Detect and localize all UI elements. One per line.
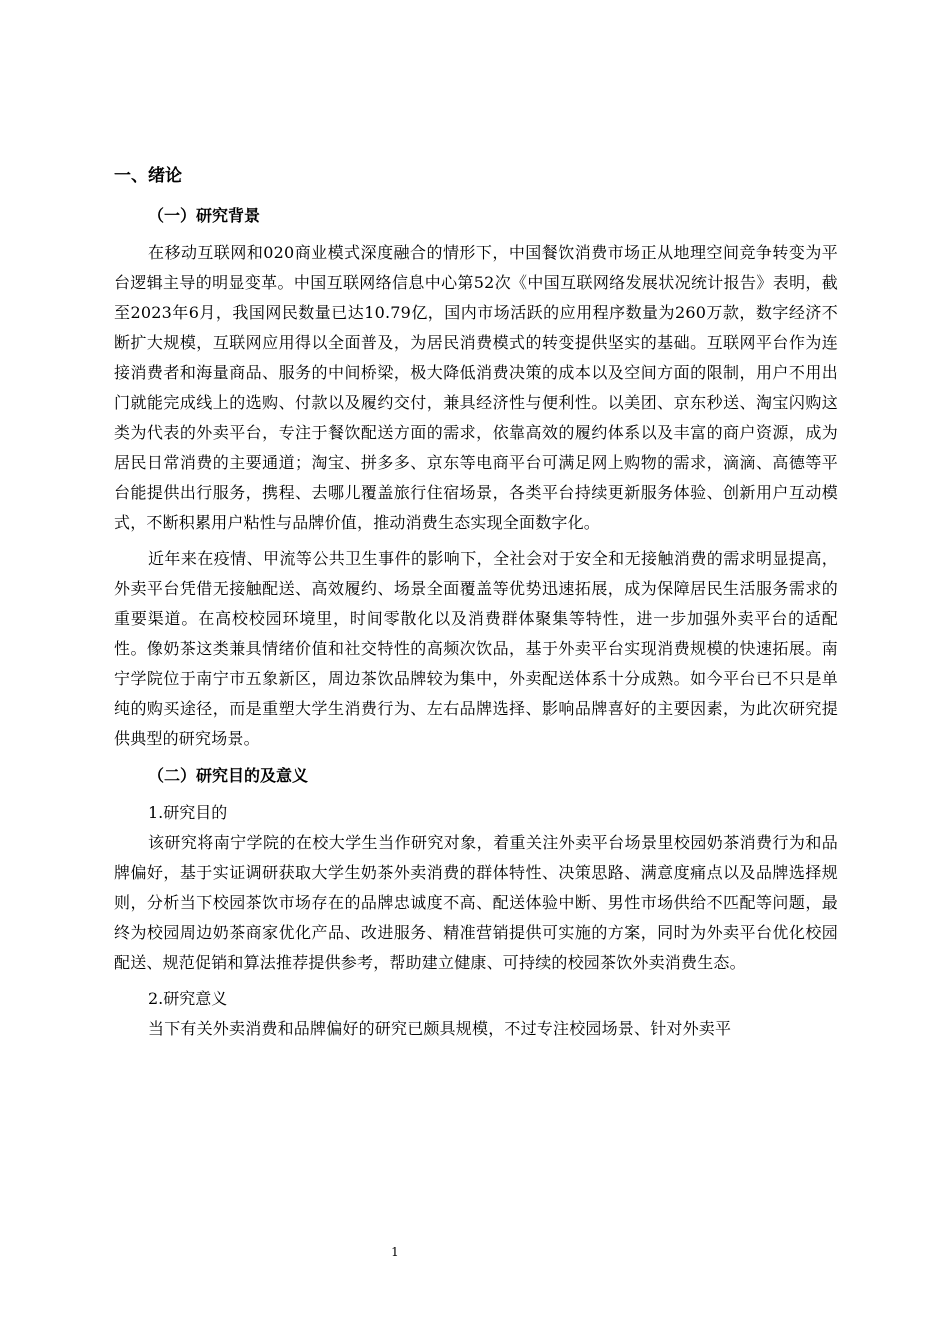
background-paragraph-2: 近年来在疫情、甲流等公共卫生事件的影响下，全社会对于安全和无接触消费的需求明显提高，外卖平台凭借无接触配送、高效履约、场景全面覆盖等优势迅速拓展，成为保障居民生活服务需求的重要渠道。在高校校园环境里，时间零散化以及消费群体聚集等特性，进一步加强外卖平台的适配性。像奶茶这类兼具情绪价值和社交特性的高频次饮品，基于外卖平台实现消费规模的快速拓展。南宁学院位于南宁市五象新区，周边茶饮品牌较为集中，外卖配送体系十分成熟。如今平台已不只是单纯的购买途径，而是重塑大学生消费行为、左右品牌选择、影响品牌喜好的主要因素，为此次研究提供典型的研究场景。	[114, 549, 838, 748]
significance-paragraph: 当下有关外卖消费和品牌偏好的研究已颇具规模，不过专注校园场景、针对外卖平	[148, 1019, 732, 1038]
subsection-heading-purpose: 1.研究目的	[148, 803, 228, 822]
subsection-heading-significance: 2.研究意义	[148, 989, 228, 1008]
purpose-paragraph: 该研究将南宁学院的在校大学生当作研究对象，着重关注外卖平台场景里校园奶茶消费行为和品牌偏好，基于实证调研获取大学生奶茶外卖消费的群体特性、决策思路、满意度痛点以及品牌选择规则，分析当下校园茶饮市场存在的品牌忠诚度不高、配送体验中断、男性市场供给不匹配等问题，最终为校园周边奶茶商家优化产品、改进服务、精准营销提供可实施的方案，同时为外卖平台优化校园配送、规范促销和算法推荐提供参考，帮助建立健康、可持续的校园茶饮外卖消费生态。	[114, 833, 838, 972]
background-paragraph-1: 在移动互联网和020商业模式深度融合的情形下，中国餐饮消费市场正从地理空间竞争转变为平台逻辑主导的明显变革。中国互联网络信息中心第52次《中国互联网络发展状况统计报告》表明，截至2023年6月，我国网民数量已达10.79亿，国内市场活跃的应用程序数量为260万款，数字经济不断扩大规模，互联网应用得以全面普及，为居民消费模式的转变提供坚实的基础。互联网平台作为连接消费者和海量商品、服务的中间桥梁，极大降低消费决策的成本以及空间方面的限制，用户不用出门就能完成线上的选购、付款以及履约交付，兼具经济性与便利性。以美团、京东秒送、淘宝闪购这类为代表的外卖平台，专注于餐饮配送方面的需求，依靠高效的履约体系以及丰富的商户资源，成为居民日常消费的主要通道；淘宝、拼多多、京东等电商平台可满足网上购物的需求，滴滴、高德等平台能提供出行服务，携程、去哪儿覆盖旅行住宿场景，各类平台持续更新服务体验、创新用户互动模式，不断积累用户粘性与品牌价值，推动消费生态实现全面数字化。	[114, 243, 838, 532]
section-heading-purpose-significance: （二）研究目的及意义	[148, 766, 309, 785]
section-heading-background: （一）研究背景	[148, 206, 261, 225]
chapter-heading: 一、绪论	[114, 166, 182, 186]
document-body	[114, 160, 838, 1050]
page-number: 1	[391, 1245, 399, 1259]
